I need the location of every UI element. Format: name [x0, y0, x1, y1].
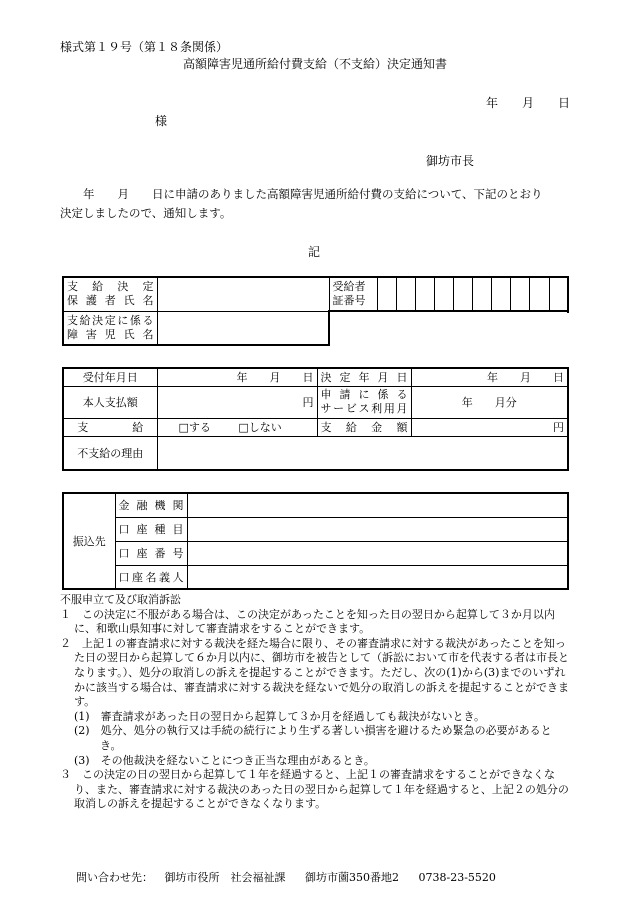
recipient-number-digit[interactable]: [396, 277, 415, 311]
account-holder-label: 口座名義人: [115, 565, 187, 589]
recipient-number-digit[interactable]: [529, 277, 549, 311]
issuer: 御坊市長: [426, 154, 475, 168]
contact-line: [76, 869, 496, 885]
bank-field[interactable]: [187, 493, 568, 517]
recipient-number-digit[interactable]: [510, 277, 529, 311]
receipt-date-field[interactable]: 年 月 日: [157, 368, 317, 386]
intro-line-2: 決定しましたので、通知します。: [60, 206, 232, 220]
intro-line-1: 年 月 日に申請のありました高額障害児通所給付費の支給について、下記のとおり: [60, 187, 543, 201]
note-2-2: (2) 処分、処分の執行又は手続の続行により生ずる著しい損害を避けるため緊急の必要があるとき。: [74, 724, 552, 752]
account-number-field[interactable]: [187, 541, 568, 565]
blank-cover: [330, 313, 570, 353]
document-title: 高額障害児通所給付費支給（不支給）決定通知書: [182, 57, 447, 71]
contact-address: 御坊市薗350番地2: [305, 871, 399, 884]
decision-date-field[interactable]: 年 月 日: [411, 368, 568, 386]
decision-date-label: 決 定 年 月 日: [317, 368, 411, 386]
note-1: １ この決定に不服がある場合は、この決定があったことを知った日の翌日から起算して３か月以内に、和歌山県知事に対して審査請求をすることができます。: [60, 607, 555, 636]
service-month-label: 申 請 に 係 る サービス利用月: [317, 386, 411, 418]
transfer-label: 振込先: [63, 493, 115, 589]
form-number: 様式第１９号（第１８条関係）: [60, 40, 229, 54]
service-month-field[interactable]: 年 月分: [411, 386, 568, 418]
contact-office: 御坊市役所 社会福祉課: [164, 871, 286, 884]
self-pay-field[interactable]: 円: [157, 386, 317, 418]
notes-heading: 不服申立て及び取消訴訟: [60, 593, 181, 606]
option-yes-checkbox[interactable]: □する: [178, 421, 211, 434]
ki-mark: 記: [308, 245, 321, 259]
account-type-field[interactable]: [187, 517, 568, 541]
option-no-checkbox[interactable]: □しない: [238, 421, 282, 434]
guardian-name-field[interactable]: [157, 277, 329, 311]
recipient-number-digit[interactable]: [377, 277, 396, 311]
contact-label: 問い合わせ先：: [76, 871, 153, 884]
payment-label: 支 給: [63, 418, 157, 436]
self-pay-label: 本人支払額: [63, 386, 157, 418]
recipient-number-digit[interactable]: [453, 277, 472, 311]
recipient-number-digit[interactable]: [549, 277, 568, 311]
account-type-label: 口座種目: [115, 517, 187, 541]
note-2: ２ 上記１の審査請求に対する裁決を経た場合に限り、その審査請求に対する裁決があったことを知った日の翌日から起算して６か月以内に、御坊市を被告として（訴訟において市を代表する者は市長となります。）、処分の取消しの訴えを提起することができます。ただし、次の(1)から(3)までのいずれかに該当する場合は、審査請求に対する裁決を経ないで処分の取消しの訴えを提起することができます。: [60, 636, 569, 709]
decision-table: [62, 367, 569, 471]
appeal-notes: [60, 593, 572, 812]
child-name-field[interactable]: [157, 311, 329, 345]
note-2-1: (1) 審査請求があった日の翌日から起算して３か月を経過しても裁決がないとき。: [74, 709, 486, 723]
payment-amount-field[interactable]: 円: [411, 418, 568, 436]
guardian-name-label: 支 給 決 定 保 護 者 氏 名: [63, 277, 157, 311]
bank-transfer-table: [62, 492, 569, 590]
account-holder-field[interactable]: [187, 565, 568, 589]
payment-amount-label: 支 給 金 額: [317, 418, 411, 436]
child-name-label: 支給決定に係る 障 害 児 氏 名: [63, 311, 157, 345]
recipient-number-digit[interactable]: [434, 277, 453, 311]
contact-phone: 0738-23-5520: [418, 871, 496, 884]
payment-options: [157, 418, 317, 436]
bank-label: 金融機関: [115, 493, 187, 517]
addressee-suffix: 様: [155, 114, 168, 128]
recipient-number-digit[interactable]: [472, 277, 491, 311]
recipient-number-digit[interactable]: [415, 277, 434, 311]
non-payment-reason-label: 不支給の理由: [63, 436, 157, 470]
recipient-number-digit[interactable]: [491, 277, 510, 311]
note-2-3: (3) その他裁決を経ないことにつき正当な理由があるとき。: [74, 753, 375, 767]
non-payment-reason-field[interactable]: [157, 436, 568, 470]
issue-date: 年 月 日: [486, 96, 571, 110]
receipt-date-label: 受付年月日: [63, 368, 157, 386]
note-3: ３ この決定の日の翌日から起算して１年を経過すると、上記１の審査請求をすることができなくなり、また、審査請求に対する裁決のあった日の翌日から起算して１年を経過すると、上記２の処分の取消しの訴えを提起することができなくなります。: [60, 768, 569, 811]
recipient-number-label: 受給者 証番号: [329, 277, 377, 311]
account-number-label: 口座番号: [115, 541, 187, 565]
